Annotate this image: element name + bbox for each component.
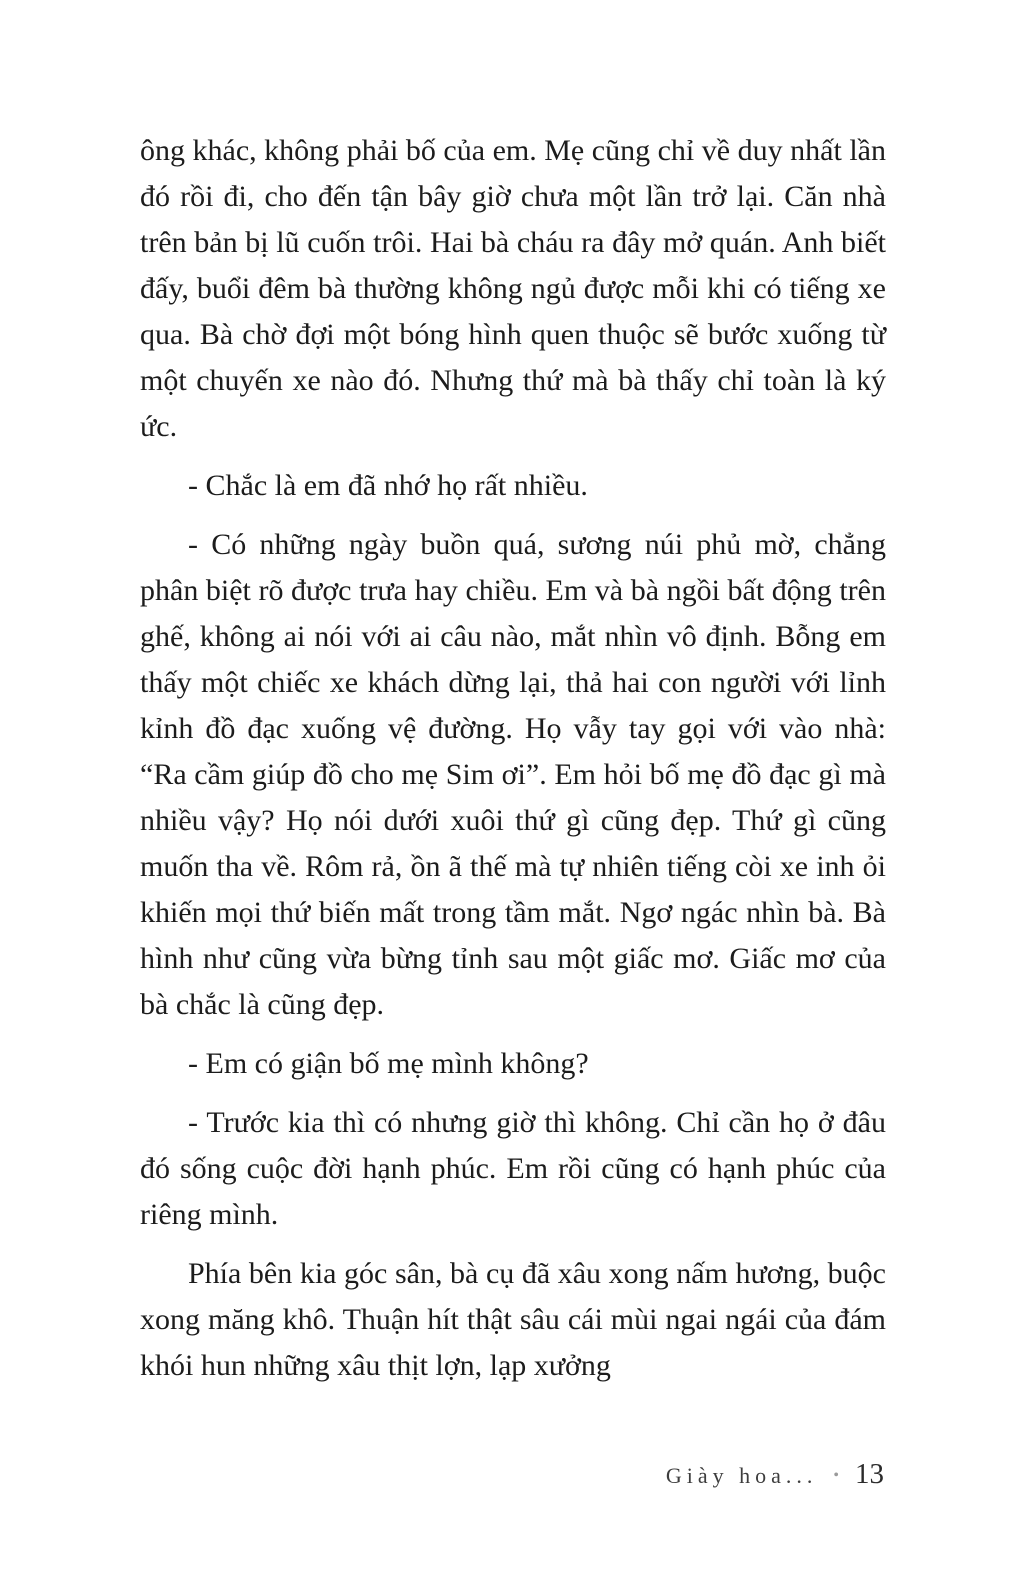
paragraph: - Em có giận bố mẹ mình không? xyxy=(188,1047,589,1080)
body-text xyxy=(140,128,886,1402)
page-footer xyxy=(666,1458,884,1491)
paragraph: - Chắc là em đã nhớ họ rất nhiều. xyxy=(188,469,588,502)
paragraph: Phía bên kia góc sân, bà cụ đã xâu xong nấm hương, buộc xong măng khô. Thuận hít thật sâu cái mùi ngai ngái của đám khói hun những xâu thịt lợn, lạp xưởng xyxy=(140,1257,886,1382)
paragraph: ông khác, không phải bố của em. Mẹ cũng chỉ về duy nhất lần đó rồi đi, cho đến tận bây giờ chưa một lần trở lại. Căn nhà trên bản bị lũ cuốn trôi. Hai bà cháu ra đây mở quán. Anh biết đấy, buổi đêm bà thường không ngủ được mỗi khi có tiếng xe qua. Bà chờ đợi một bóng hình quen thuộc sẽ bước xuống từ một chuyến xe nào đó. Nhưng thứ mà bà thấy chỉ toàn là ký ức. xyxy=(140,134,886,443)
paragraph: - Có những ngày buồn quá, sương núi phủ mờ, chẳng phân biệt rõ được trưa hay chiều. Em và bà ngồi bất động trên ghế, không ai nói với ai câu nào, mắt nhìn vô định. Bỗng em thấy một chiếc xe khách dừng lại, thả hai con người với lỉnh kỉnh đồ đạc xuống vệ đường. Họ vẫy tay gọi với vào nhà: “Ra cầm giúp đồ cho mẹ Sim ơi”. Em hỏi bố mẹ đồ đạc gì mà nhiều vậy? Họ nói dưới xuôi thứ gì cũng đẹp. Thứ gì cũng muốn tha về. Rôm rả, ồn ã thế mà tự nhiên tiếng còi xe inh ỏi khiến mọi thứ biến mất trong tầm mắt. Ngơ ngác nhìn bà. Bà hình như cũng vừa bừng tỉnh sau một giấc mơ. Giấc mơ của bà chắc là cũng đẹp. xyxy=(140,528,886,1021)
page-number: 13 xyxy=(855,1458,884,1490)
running-title: Giày hoa... xyxy=(665,1463,818,1488)
separator-dot: • xyxy=(833,1467,839,1484)
paragraph: - Trước kia thì có nhưng giờ thì không. Chỉ cần họ ở đâu đó sống cuộc đời hạnh phúc. Em rồi cũng có hạnh phúc của riêng mình. xyxy=(140,1106,886,1231)
